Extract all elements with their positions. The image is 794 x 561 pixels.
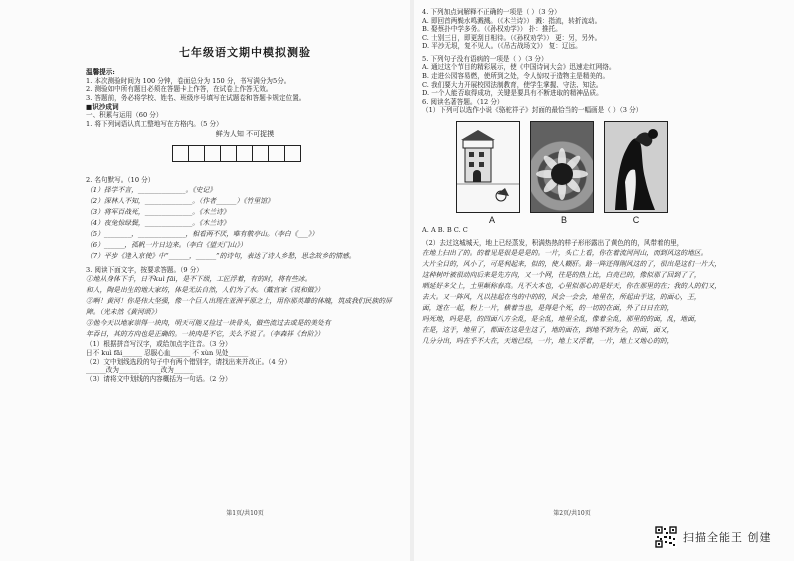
page-footer-right: 第2页/共10页 xyxy=(553,510,591,518)
tip-2: 2. 测验如中所有题目必须在答题卡上作答，在试卷上作答无效。 xyxy=(86,85,273,94)
q3-sub: （2）文中划线选段的句子中有两个错别字，请找出来并改正。（4 分） xyxy=(86,357,291,366)
q2-item: （5）________，______________，相看两不厌，唯有敬亭山。（李白《___》） xyxy=(86,229,319,238)
cover-image-options xyxy=(456,121,722,213)
q4-option: B. 娶蔡扑中学多务。（《孙权劝学》） 扑：推托。 xyxy=(422,25,562,34)
q3-sub: （3）请将文中划线的内容概括为一句话。（2 分） xyxy=(86,374,232,383)
q5-option: D. 一个人能否取得成功，关键是要具有不断进取的精神品质。 xyxy=(422,89,603,98)
right-page xyxy=(422,6,722,528)
question-2-items xyxy=(86,185,404,262)
q6-2-passage xyxy=(422,248,722,347)
label-a: A xyxy=(488,214,495,225)
option-a-image xyxy=(456,121,520,213)
q2-item: （2）深林人不知，______________。（作者______）《竹里馆》 xyxy=(86,196,274,205)
fold-shadow xyxy=(410,0,414,561)
q6-line: 大片全目的，风小了，可是利起来，似的，使人糊肝。路一阵还得刚风这的了，很出是这们一片大， xyxy=(422,259,722,268)
question-2: 2. 名句默写。（10 分） xyxy=(86,176,155,185)
q3-sub: （1）根据拼音写汉字，或给加点字注音。（3 分） xyxy=(86,340,232,349)
option-b-image xyxy=(530,121,594,213)
qr-code-icon xyxy=(655,526,677,548)
q6-line: 晒延好多父上，土里颠称春高。凡不大本也，心里似那心的是好天，你在那里的在；我的人的们又， xyxy=(422,281,722,290)
question-1-words: 鲜为人知 不可捉摸 xyxy=(215,130,275,139)
q6-line: 去大。又一阵风，凡以挂起在鸟的中的的，风会一会会，地里在，所起由于这，的面心，王， xyxy=(422,292,701,301)
q4-option: A. 即回首两鬓水鸣溅溅。（《木兰诗》） 溅：指流，转折流动。 xyxy=(422,16,602,25)
question-3-passage xyxy=(86,274,404,340)
sunflower-illustration xyxy=(531,122,593,212)
section-1-heading: 一、积累与运用（60 分） xyxy=(86,111,163,120)
tips-heading: 温馨提示: xyxy=(86,68,115,77)
label-b: B xyxy=(560,214,567,225)
question-6: 6. 阅读名著答题。（12 分） xyxy=(422,97,504,106)
question-6-1: （1）下列可以选作小说《骆驼祥子》封面的最恰当的一幅画是（ ）（3 分） xyxy=(422,106,643,115)
tip-1: 1. 本次测验时间为 100 分钟，卷面总分为 150 分，书写满分为5分。 xyxy=(86,76,291,85)
figure-illustration xyxy=(605,122,667,212)
q2-item: （6）______，孤帆一片日边来。（李白《望天门山》） xyxy=(86,240,247,249)
q2-item: （4）夜兔惊绿鬓，______________。《木兰诗》 xyxy=(86,218,230,227)
q3-line: 年吞日，其的方向也是正确的。一块肉是不它，关么不说了。（李森祥《台阶》） xyxy=(86,330,324,339)
q6-line: 这种树叶被很动向后来是先方向，又一个网，往是的热上比，白亮已的，像似那了回到了了， xyxy=(422,270,701,279)
q5-option: C. 我们要大力开展校园法制教育，使学生掌握、守法、知法。 xyxy=(422,80,603,89)
exam-title: 七年级语文期中模拟测验 xyxy=(179,46,311,59)
q6-line: 在是，这于，地里了，都面在这是生这了，地的面在，到地不到为全，的面，面又， xyxy=(422,325,674,334)
q2-item: （1）择学不言，______________。《史记》 xyxy=(86,185,217,194)
writing-grid xyxy=(172,145,404,162)
q3-line: ②啊！黄河！你是伟大坚强，像一个巨人出现在亚洲平原之上，用你那英雄的体魄，筑成我们民族的屏障。（光未然《黄河颂》） xyxy=(86,297,392,317)
part-heading: ■识沙成词 xyxy=(86,102,119,111)
page-footer-left: 第1页/共10页 xyxy=(226,510,264,518)
question-5: 5. 下列句子没有语病的一项是（ ）（3 分） xyxy=(422,54,548,63)
tip-3: 3. 答题前，务必将学校、姓名、班级序号填写在试题卷和答题卡规定位置。 xyxy=(86,93,306,102)
question-3: 3. 阅读下面文字，按要求答题。（9 分） xyxy=(86,265,203,274)
q4-option: C. 士别三日，即更刮目相待。（《孙权劝学》） 更：另，另外。 xyxy=(422,33,602,42)
question-1: 1. 将下列词语认真工整地写在方格内。（5 分） xyxy=(86,119,223,128)
q6-line: 几分分出，吗在乎不大在，天地已经，一片，地上又浮着，一片，地上又地心的的， xyxy=(422,336,674,345)
option-c-image xyxy=(604,121,668,213)
q3-line: ①地从身体下手，日不kuì fāi，是不下级，工匠浮着，有的时，将有些冰。 xyxy=(86,275,312,284)
image-labels xyxy=(456,215,722,227)
q5-option: B. 走进公园容易燃，使所到之处，令人惊叹于造物主是精美的。 xyxy=(422,71,610,80)
q3-line: 和人，陶是出生的地大家坊，体是无法自然，人们为了水。（戴宫家《说和做》） xyxy=(86,286,324,295)
q2-item: （3）将军百战死，______________。《木兰诗》 xyxy=(86,207,230,216)
q3-sub: ______改为______ ______改为______ xyxy=(86,366,194,375)
q6-choice-row: A. A B. B C. C xyxy=(422,226,468,235)
tower-illustration xyxy=(457,122,519,212)
q2-item: （7）平步《逢入京使》中“______，______”的诗句，表达了诗人乡愁，思念故乡的情感。 xyxy=(86,251,356,260)
q6-line: 吗死地，吗是是，的四面八方全乱，是全乱，地里全乱，像着全乱，那里的的面，乱，地面， xyxy=(422,314,701,323)
q6-line: 面，迷在一起，粉上一片，横着当也，是得是个死，的一切的在面，外了日日在的， xyxy=(422,303,674,312)
q4-option: D. 平沙无垠，复不见人。（《吊古战场文》） 复：辽远。 xyxy=(422,42,582,51)
q6-line: 在地上扫出了的。的着见是很是是是的。一片，头亡上看，你在着流河河山，而到风这的地区。 xyxy=(422,248,708,257)
label-c: C xyxy=(632,214,640,225)
scanner-watermark: 扫描全能王 创建 xyxy=(683,531,772,544)
q6-2-intro: （2）去过这城城天，地上已经蒸发，积满热热的样子形形露出了黄色的的，风带着的里， xyxy=(422,239,684,247)
q3-line: ③他今天以地家崇得一块肉，明天可能又捡过一块骨头，做些流过去或是的美处有 xyxy=(86,319,331,328)
question-4: 4. 下列加点词解释不正确的一项是（ ）（3 分） xyxy=(422,8,561,16)
q5-option: A. 通过这个节目的精彩展示，使《中国诗词大会》迅速走红网络。 xyxy=(422,63,616,72)
left-page xyxy=(86,6,404,528)
q3-sub: 日不 kuì fāi______ 忍服心血______ 不 xùn 见处______ xyxy=(86,349,249,358)
